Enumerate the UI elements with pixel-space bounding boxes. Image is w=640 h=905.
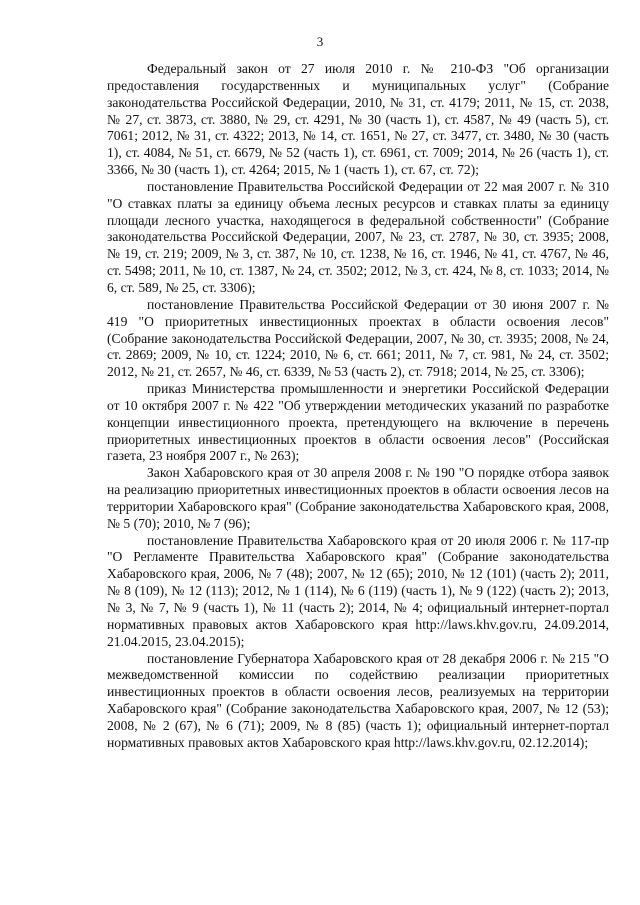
paragraph-government-decree-419: постановление Правительства Российской Федерации от 30 июня 2007 г. № 419 "О приоритетных инвестиционных проектах в области освоения лесов" (Собрание законодательства Российской Федерации, 2007, № 30, ст. 3935; 2008, № 24, ст. 2869; 2009, № 10, ст. 1224; 2010, № 6, ст. 661; 2011, № 7, ст. 981, № 24, ст. 3502; 2012, № 21, ст. 2657, № 46, ст. 6339, № 53 (часть 2), ст. 7918; 2014, № 25, ст. 3306); [107,296,609,380]
paragraph-khabarovsk-law-190: Закон Хабаровского края от 30 апреля 2008 г. № 190 "О порядке отбора заявок на реализацию приоритетных инвестиционных проектов в области освоения лесов на территории Хабаровского края" (Собрание законодательства Хабаровского края, 2008, № 5 (70); 2010, № 7 (96); [107,465,609,531]
paragraph-government-decree-310: постановление Правительства Российской Федерации от 22 мая 2007 г. № 310 "О ставках платы за единицу объема лесных ресурсов и ставках платы за единицу площади лесного участка, находящегося в федеральной собственности" (Собрание законодательства Российской Федерации, 2007, № 23, ст. 2787, № 30, ст. 3935; 2008, № 19, ст. 219; 2009, № 3, ст. 387, № 10, ст. 1238, № 16, ст. 1946, № 41, ст. 4767, № 46, ст. 5498; 2011, № 10, ст. 1387, № 24, ст. 3502; 2012, № 3, ст. 424, № 8, ст. 1033; 2014, № 6, ст. 589, № 25, ст. 3306); [107,178,609,295]
paragraph-governor-decree-215: постановление Губернатора Хабаровского края от 28 декабря 2006 г. № 215 "О межведомственной комиссии по содействию реализации приоритетных инвестиционных проектов в области освоения лесов, реализуемых на территории Хабаровского края" (Собрание законодательства Хабаровского края, 2007, № 12 (53); 2008, № 2 (67), № 6 (71); 2009, № 8 (85) (часть 1); официальный интернет-портал нормативных правовых актов Хабаровского края http://laws.khv.gov.ru, 02.12.2014); [107,650,609,750]
paragraph-ministry-order-422: приказ Министерства промышленности и энергетики Российской Федерации от 10 октября 2007 г. № 422 "Об утверждении методических указаний по разработке концепции инвестиционного проекта, претендующего на включение в перечень приоритетных инвестиционных проектов в области освоения лесов" (Российская газета, 23 ноября 2007 г., № 263); [107,381,609,464]
paragraph-khabarovsk-decree-117: постановление Правительства Хабаровского края от 20 июля 2006 г. № 117-пр "О Регламенте Правительства Хабаровского края" (Собрание законодательства Хабаровского края, 2006, № 7 (48); 2007, № 12 (65); 2010, № 12 (101) (часть 2); 2011, № 8 (109), № 12 (113); 2012, № 1 (114), № 6 (119) (часть 1), № 9 (122) (часть 2); 2013, № 3, № 7, № 9 (часть 1), № 11 (часть 2); 2014, № 4; официальный интернет-портал нормативных правовых актов Хабаровского края http://laws.khv.gov.ru, 24.09.2014, 21.04.2015, 23.04.2015); [107,532,609,649]
page-number: 3 [316,34,324,49]
paragraph-federal-law-210: Федеральный закон от 27 июля 2010 г. № 210-ФЗ "Об организации предоставления государственных и муниципальных услуг" (Собрание законодательства Российской Федерации, 2010, № 31, ст. 4179; 2011, № 15, ст. 2038, № 27, ст. 3873, ст. 3880, № 29, ст. 4291, № 30 (часть 1), ст. 4587, № 49 (часть 5), ст. 7061; 2012, № 31, ст. 4322; 2013, № 14, ст. 1651, № 27, ст. 3477, ст. 3480, № 30 (часть 1), ст. 4084, № 51, ст. 6679, № 52 (часть 1), ст. 6961, ст. 7009; 2014, № 26 (часть 1), ст. 3366, № 30 (часть 1), ст. 4264; 2015, № 1 (часть 1), ст. 67, ст. 72); [107,61,609,178]
document-body [107,61,609,752]
